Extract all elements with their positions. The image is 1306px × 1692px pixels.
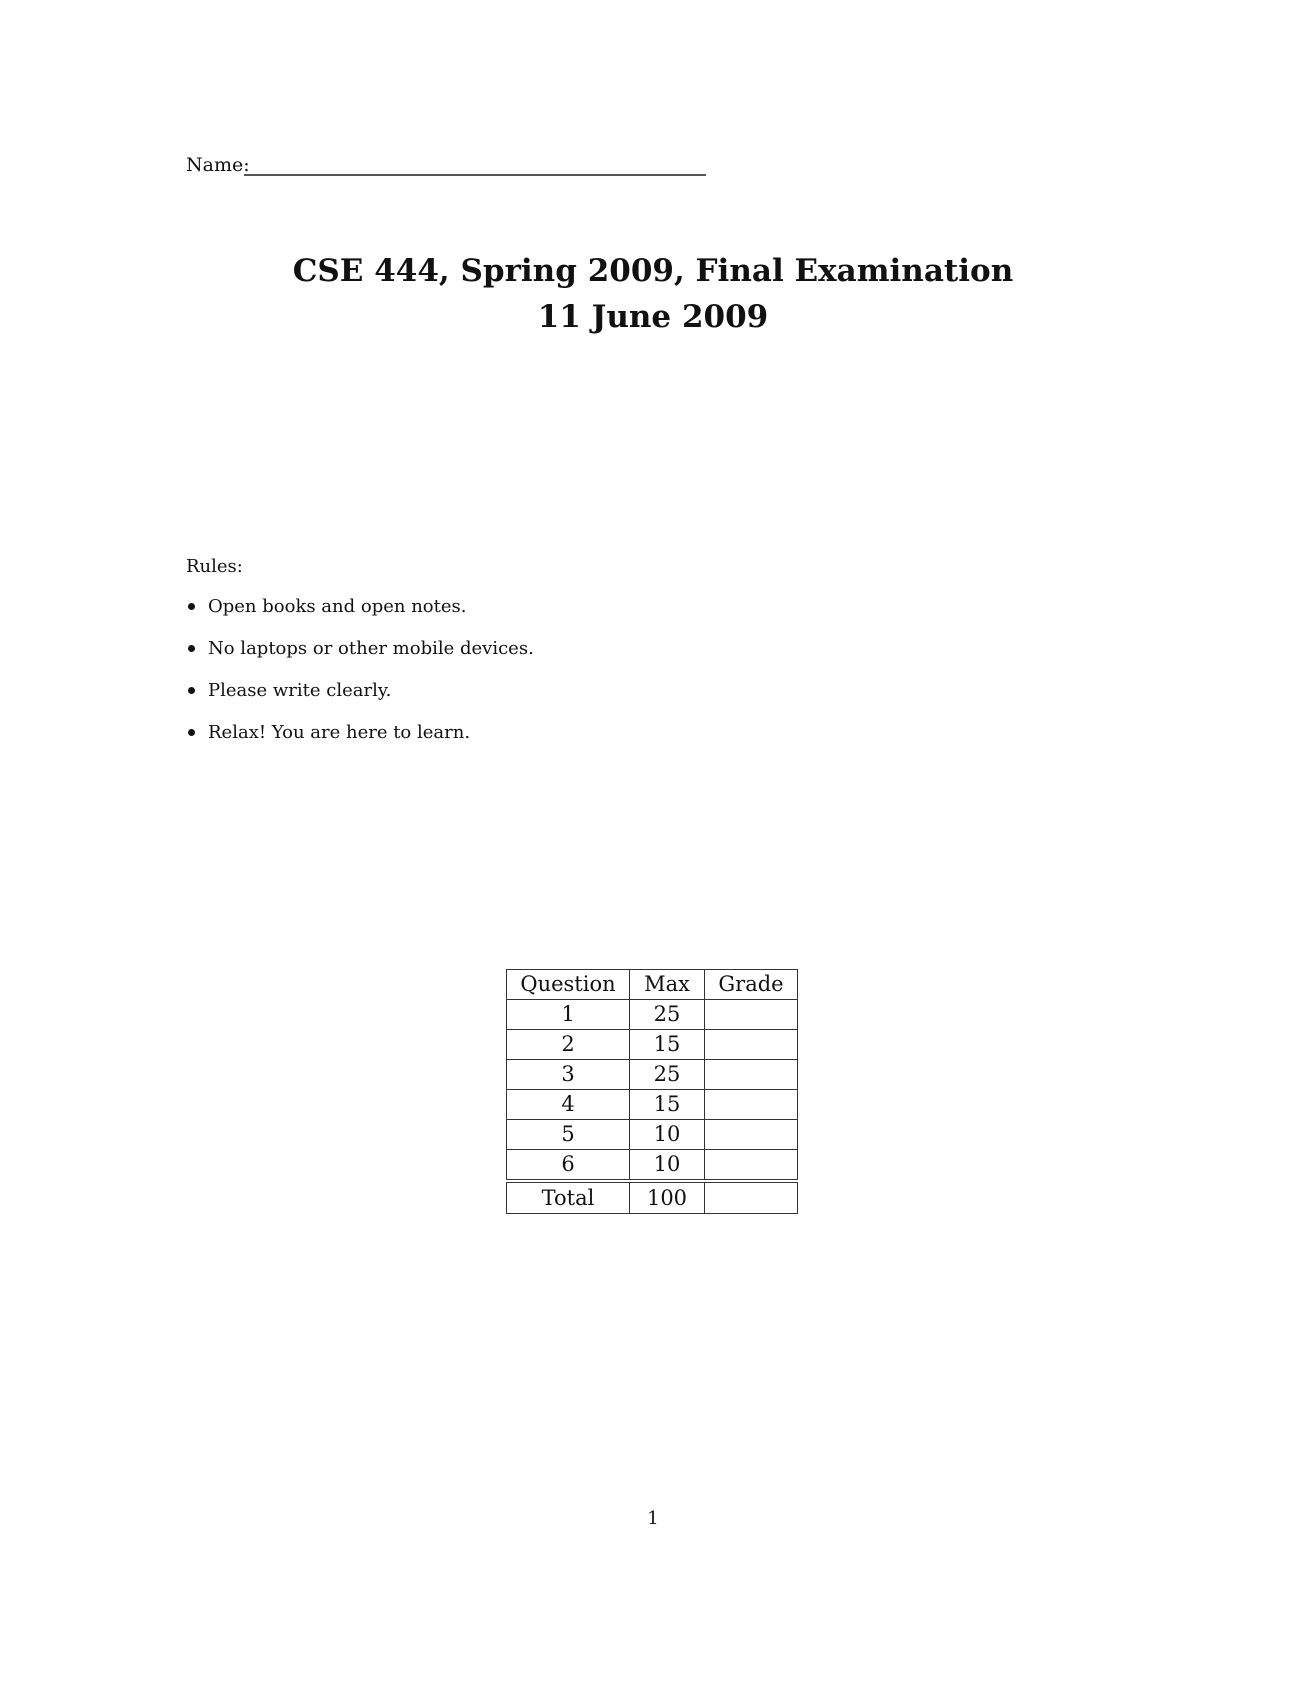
max-points: 10 bbox=[630, 1120, 705, 1150]
table-row bbox=[507, 1060, 798, 1090]
grade-cell bbox=[705, 1090, 798, 1120]
table-row bbox=[507, 1150, 798, 1180]
max-points: 15 bbox=[630, 1030, 705, 1060]
grade-cell bbox=[705, 1060, 798, 1090]
grade-cell bbox=[705, 1150, 798, 1180]
question-number: 6 bbox=[507, 1150, 630, 1180]
page-number: 1 bbox=[647, 1508, 659, 1529]
total-label: Total bbox=[507, 1183, 630, 1214]
table-header-row bbox=[507, 970, 798, 1000]
question-number: 1 bbox=[507, 1000, 630, 1030]
bullet-icon bbox=[188, 645, 195, 652]
rules-list bbox=[186, 595, 886, 763]
name-field bbox=[186, 154, 706, 182]
table-row bbox=[507, 1000, 798, 1030]
rule-item bbox=[186, 637, 886, 679]
total-max: 100 bbox=[630, 1183, 705, 1214]
max-points: 25 bbox=[630, 1000, 705, 1030]
exam-title bbox=[0, 248, 1306, 340]
table-total-row bbox=[507, 1183, 798, 1214]
rule-item bbox=[186, 595, 886, 637]
rule-text: Open books and open notes. bbox=[208, 596, 467, 617]
table-row bbox=[507, 1120, 798, 1150]
question-number: 3 bbox=[507, 1060, 630, 1090]
max-points: 15 bbox=[630, 1090, 705, 1120]
exam-title-line-1: CSE 444, Spring 2009, Final Examination bbox=[292, 253, 1014, 289]
rule-item bbox=[186, 679, 886, 721]
table-row bbox=[507, 1030, 798, 1060]
exam-date: 11 June 2009 bbox=[537, 299, 769, 335]
total-grade bbox=[705, 1183, 798, 1214]
bullet-icon bbox=[188, 687, 195, 694]
header-grade: Grade bbox=[705, 970, 798, 1000]
header-max: Max bbox=[630, 970, 705, 1000]
rules-section bbox=[186, 555, 886, 763]
question-number: 5 bbox=[507, 1120, 630, 1150]
bullet-icon bbox=[188, 729, 195, 736]
grade-cell bbox=[705, 1030, 798, 1060]
rules-heading: Rules: bbox=[186, 556, 243, 577]
question-number: 2 bbox=[507, 1030, 630, 1060]
rule-text: Please write clearly. bbox=[208, 680, 392, 701]
question-number: 4 bbox=[507, 1090, 630, 1120]
grade-table bbox=[506, 969, 798, 1214]
rule-text: Relax! You are here to learn. bbox=[208, 722, 471, 743]
rule-item bbox=[186, 721, 886, 763]
bullet-icon bbox=[188, 603, 195, 610]
max-points: 25 bbox=[630, 1060, 705, 1090]
max-points: 10 bbox=[630, 1150, 705, 1180]
rule-text: No laptops or other mobile devices. bbox=[208, 638, 534, 659]
grade-cell bbox=[705, 1000, 798, 1030]
grade-cell bbox=[705, 1120, 798, 1150]
header-question: Question bbox=[507, 970, 630, 1000]
name-blank-line bbox=[244, 174, 706, 176]
name-label: Name: bbox=[186, 154, 250, 176]
table-row bbox=[507, 1090, 798, 1120]
